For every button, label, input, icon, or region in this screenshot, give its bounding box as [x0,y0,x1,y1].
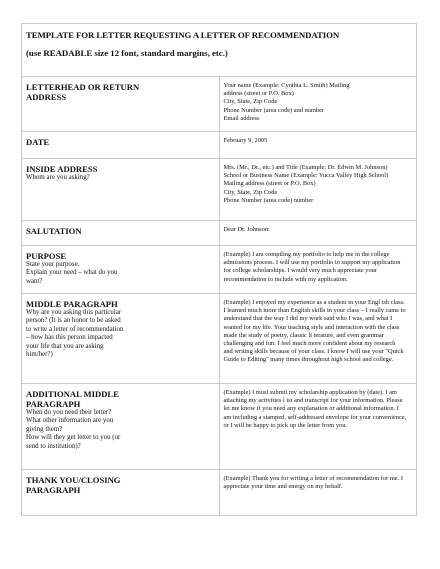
section-heading: PARAGRAPH [26,399,81,409]
content-line: Mrs. (Mr., Dr., etc.) and Title (Example: Dr. Edwin M. Johnson) [223,164,388,171]
content-line: City, State, Zip Code [223,188,278,196]
section-row [22,246,417,294]
section-heading: PARAGRAPH [26,485,81,495]
section-content-cell [219,384,417,470]
content-line: made the study of poetry, classic li terature, and even grammar [223,331,384,339]
content-line: Phone Number (area code) number [223,196,314,204]
content-line: and writing skills because of your class. I know I will use your "Quick [223,348,404,356]
section-label-cell [22,77,220,132]
section-label-cell [22,470,220,516]
section-label-cell [22,221,220,246]
content-line: admissions process. I will use my portfolio to support my application [223,259,401,267]
section-hint: Why are you asking this particular [26,309,122,316]
section-row [22,132,417,159]
section-hint: send to institution)? [26,442,81,450]
section-content-cell [219,294,417,384]
content-line: Phone Number (area code) and number [223,106,325,114]
section-row [22,470,417,516]
section-row [22,77,417,132]
section-label-cell [22,246,220,294]
content-line: I learned much more than English skills in your class – I really came to [223,307,406,315]
section-row [22,159,417,221]
content-line: challenging and fun. I feel much more confident about my research [223,340,396,348]
section-content-cell [219,159,417,221]
section-heading: PURPOSE [26,251,67,261]
section-row [22,221,417,246]
section-heading: SALUTATION [26,226,82,236]
document-title: TEMPLATE FOR LETTER REQUESTING A LETTER OF RECOMMENDATION [26,30,340,40]
content-line: School or Business Name (Example: Yucca Valley High School) [223,172,389,180]
section-heading: DATE [26,137,50,147]
section-heading: INSIDE ADDRESS [26,164,98,174]
section-heading: ADDITIONAL MIDDLE [26,389,119,399]
document-subtitle: (use READABLE size 12 font, standard margins, etc.) [26,48,228,58]
section-hint: – how has this person impacted [26,334,113,342]
content-line: February 9, 2005 [223,137,268,144]
content-line: Dear Dr. Johnson: [223,226,270,233]
section-hint: him/her?) [26,351,53,359]
content-line: wanted for my life. Your teaching style and interaction with the class [223,323,400,331]
content-line: Mailing address (street or P.O. Box) [223,180,316,188]
section-content-cell [219,221,417,246]
section-hint: Whom are you asking? [26,174,90,181]
content-line: Your name (Example: Cynthia L. Smith) Mailing [223,82,350,89]
section-row [22,294,417,384]
section-heading: LETTERHEAD OR RETURN [26,82,140,92]
section-content-cell [219,132,417,159]
content-line: for college scholarships. I would very much appreciate your [223,267,377,275]
section-heading: ADDRESS [26,92,67,102]
content-line: am including a stamped, self-addressed envelope for your convenience, [223,413,407,421]
section-hint: to write a letter of recommendation [26,325,124,333]
section-hint: What other information are you [26,417,114,425]
section-hint: How will they get letter to you (or [26,434,121,442]
section-label-cell [22,384,220,470]
section-hint: State your purpose. [26,261,80,268]
content-line: attaching my activities l ist and transcript for your information. Please [223,397,403,405]
section-hint: When do you need their letter? [26,409,112,416]
content-line: City, State, Zip Code [223,98,278,106]
content-line: understand that the way I did my work said who I was, and what I [223,315,393,323]
section-rows [22,77,417,516]
section-hint: your life that you are asking [26,342,104,350]
content-line: appreciate your time and energy on my behalf. [223,483,343,491]
content-line: let me know if you need any explanation or additional information. I [223,405,399,413]
section-content-cell [219,470,417,516]
template-table [21,23,417,516]
section-hint: want? [26,277,43,285]
content-line: Email address [223,114,260,122]
content-line: recommendation to include with my application. [223,275,348,283]
title-cell [22,24,417,77]
content-line: (Example) I am compiling my portfolio to help me in the college [223,251,390,258]
section-label-cell [22,159,220,221]
content-line: or I will be happy to pick up the letter from you. [223,421,348,429]
section-content-cell [219,77,417,132]
content-line: (Example) I must submit my scholarship application by (date). I am [223,389,397,396]
section-heading: MIDDLE PARAGRAPH [26,299,118,309]
section-heading: THANK YOU/CLOSING [26,475,121,485]
section-label-cell [22,132,220,159]
section-label-cell [22,294,220,384]
content-line: (Example) Thank you for writing a letter of recommendation for me. I [223,475,403,482]
content-line: address (street or P.O. Box) [223,90,294,98]
section-content-cell [219,246,417,294]
title-row [22,24,417,77]
content-line: (Example) I enjoyed my experience as a student in your Engl ish class. [223,299,405,306]
section-hint: Explain your need – what do you [26,269,118,277]
section-row [22,384,417,470]
content-line: Guide to Editing" many times throughout high school and college. [223,356,394,364]
section-hint: person? (It is an honor to be asked [26,317,121,325]
section-hint: giving them? [26,425,63,433]
